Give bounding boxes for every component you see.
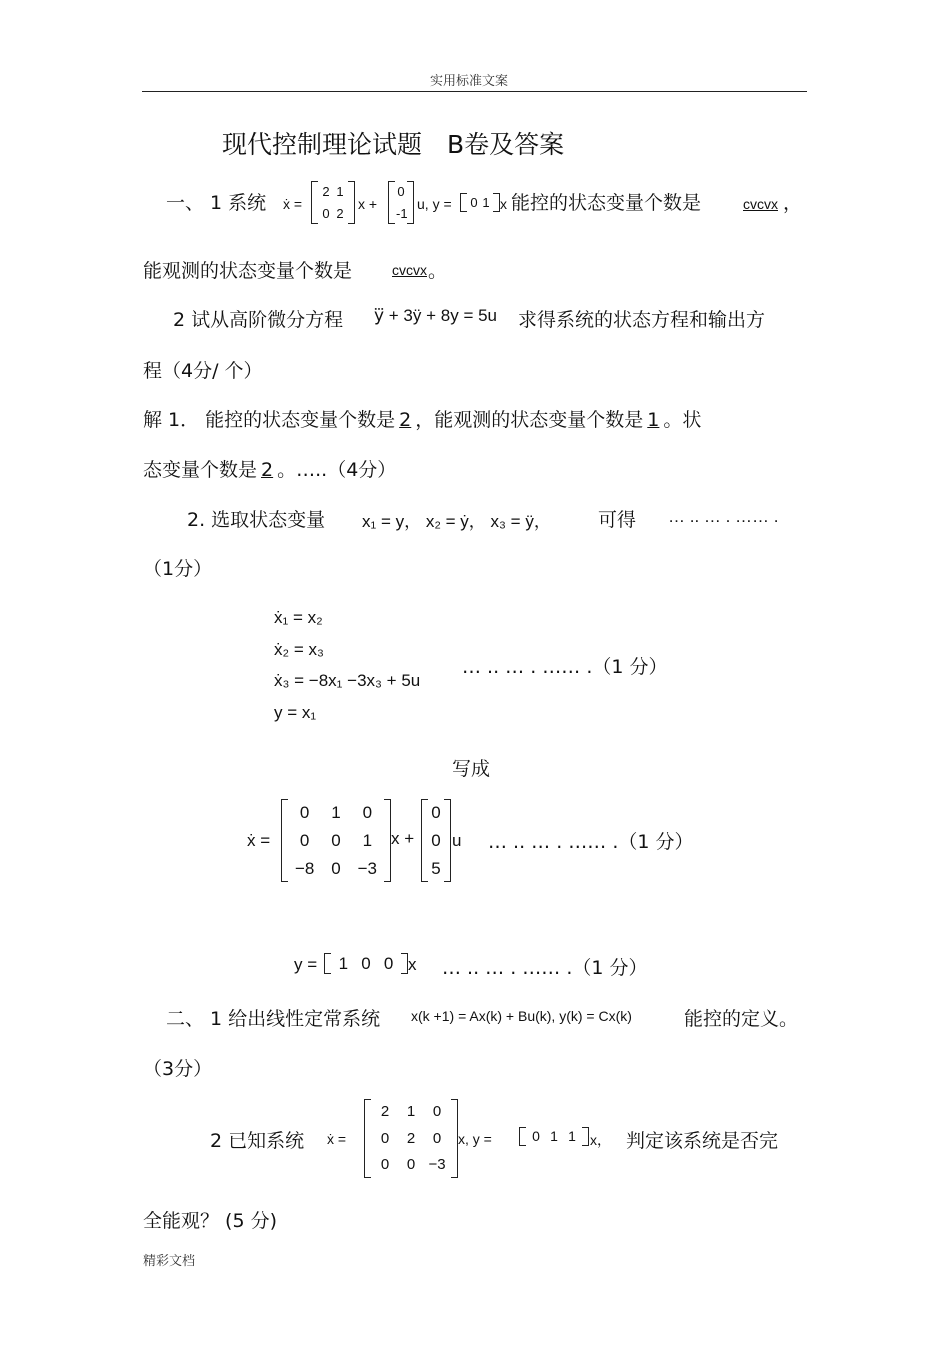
answer2-matrix-a-cell: 0 [331,858,341,878]
q2-2-lead: 2 已知系统 [210,1130,305,1152]
q1-2-text: 求得系统的状态方程和输出方 [518,309,766,331]
q1-1-matrix-a-cell: 1 [336,183,344,199]
q1-1-period: 。 [428,260,448,282]
q1-1-comma: ， [783,192,803,214]
answer2-matrix-a-left-bracket [281,799,288,882]
state-eq-2: ẋ₂ = x₃ [274,640,324,659]
q1-1-x-after: x [500,196,507,212]
q1-1-text1: 能控的状态变量个数是 [511,192,702,214]
q1-2-equation: y⃛ + 3ÿ + 8y = 5u [374,306,498,325]
answer1-line2 [143,455,396,482]
answer2-matrix-a-cell: −3 [357,858,378,878]
answer2-y-lead: y = [294,955,318,974]
q2-2-matrix-a-cell: 1 [406,1102,416,1120]
q2-1-lead: 二、 1 给出线性定常系统 [166,1008,381,1030]
q2-2-matrix-a-cell: 0 [380,1156,390,1174]
q1-1-x-plus: x + [358,196,378,212]
q1-1-blank2: cvcvx [392,262,427,278]
answer2-score: （1分） [143,558,213,580]
answer2-matrix-a-cell: 1 [331,802,341,822]
q1-1-matrix-b [388,181,414,225]
q1-1-matrix-c-cell: 0 [470,194,478,210]
answer2-matrix-b-left-bracket [421,799,428,882]
q2-2-text2: 全能观？ (5 分) [143,1210,277,1232]
q2-2-matrix-c-cell: 0 [532,1128,540,1144]
q2-2-matrix-c-right-bracket [582,1127,589,1146]
answer1-line2b: 。…..（4分） [277,459,397,481]
state-eq-3: ẋ₃ = −8x₁ −3x₃ + 5u [274,671,421,690]
q2-2-matrix-a-cell: 2 [406,1129,416,1147]
q2-1-text: 能控的定义。 [684,1008,799,1030]
q2-2-matrix-a-cell: 0 [406,1156,416,1174]
answer2-matrix-dots: … .. … . …… .（1 分） [488,831,694,853]
q2-2-matrix-c-cell: 1 [550,1128,558,1144]
answer2-matrix-b-cell: 0 [431,802,441,822]
answer1-v3: 2 [261,459,274,481]
answer1-line1b: ，能观测的状态变量个数是 [415,409,644,431]
q1-1-matrix-a [311,181,355,225]
q2-1-score: （3分） [143,1058,213,1080]
answer1-line2a: 态变量个数是 [143,459,258,481]
answer2-vars: x₁ = y， x₂ = ẏ， x₃ = ÿ， [362,512,551,531]
q2-2-matrix-a [364,1099,458,1179]
answer2-y-x: x [408,955,417,974]
answer2-matrix-b-cell: 0 [431,830,441,850]
answer2-lead: 2. 选取状态变量 [187,509,326,531]
q2-2-text: 判定该系统是否完 [626,1130,779,1152]
q2-2-matrix-a-cell: 2 [380,1102,390,1120]
q1-1-matrix-a-cell: 2 [336,205,344,221]
q2-2-matrix-c-left-bracket [519,1127,526,1146]
answer2-text: 可得 [598,509,637,531]
q1-1-matrix-a-left-bracket [311,181,318,224]
answer2-matrix-a-cell: 0 [299,830,310,850]
output-eq: y = x₁ [274,703,317,722]
q1-1-matrix-b-cell: 0 [397,183,405,199]
q2-2-matrix-a-cell: 0 [432,1129,442,1147]
answer2-x-plus: x + [391,829,415,848]
answer2-matrix-c [324,953,408,975]
q2-1-eq: x(k +1) = Ax(k) + Bu(k), y(k) = Cx(k) [411,1008,632,1024]
answer2-matrix-c-cell: 1 [338,953,349,973]
answer2-matrix-a [281,799,391,883]
q2-2-matrix-a-cell: 0 [380,1129,390,1147]
answer1-v2: 1 [647,409,660,431]
header-rule [142,91,807,92]
q2-2-matrix-a-cell: 0 [432,1102,442,1120]
answer1-line1c: 。状 [663,409,702,431]
q2-2-matrix-a-right-bracket [451,1099,458,1178]
answer2-matrix-a-cell: 0 [331,830,341,850]
answer2-dots: … .. … . …… . [668,507,779,526]
q2-2-x-after: x， [590,1132,611,1148]
answer1-line1a: 解 1． 能控的状态变量个数是 [143,409,396,431]
q1-1-xdot: ẋ = [283,196,303,212]
q1-2-text2: 程（4分/ 个） [143,360,263,382]
state-eq-1: ẋ₁ = x₂ [274,608,323,627]
q1-1-matrix-b-right-bracket [407,181,414,224]
q2-2-matrix-a-left-bracket [364,1099,371,1178]
answer2-matrix-a-cell: 0 [362,802,373,822]
answer2-u: u [452,831,462,850]
answer2-matrix-c-right-bracket [401,953,408,974]
page-header: 实用标准文案 [430,74,509,89]
q1-1-matrix-c-cell: 1 [482,194,490,210]
q1-2-lead: 2 试从高阶微分方程 [173,309,344,331]
answer2-matrix-a-cell: −8 [294,858,315,878]
q1-1-matrix-c-left-bracket [460,193,467,212]
answer2-y-dots: … .. … . …… .（1 分） [442,957,648,979]
q1-1-matrix-c [460,193,500,213]
q2-2-matrix-a-cell: −3 [428,1156,446,1174]
q1-1-lead: 一、 1 系统 [166,192,267,214]
q1-1-matrix-b-left-bracket [388,181,395,224]
answer2-matrix-b-right-bracket [444,799,451,882]
answer2-xdot: ẋ = [247,831,271,850]
q1-1-matrix-a-right-bracket [348,181,355,224]
answer2-matrix-a-right-bracket [384,799,391,882]
answer2-matrix-b [421,799,451,883]
write-as-label: 写成 [452,758,491,780]
state-eq-dots: … .. … . …… .（1 分） [462,656,668,678]
page-footer: 精彩文档 [143,1254,196,1269]
answer2-matrix-a-cell: 0 [299,802,310,822]
answer2-matrix-c-left-bracket [324,953,331,974]
q1-1-matrix-c-right-bracket [493,193,500,212]
q1-1-blank1: cvcvx [743,196,778,212]
q1-1-matrix-a-cell: 0 [322,205,330,221]
q1-1-matrix-b-cell: -1 [396,205,408,221]
answer1-line1 [143,405,701,432]
q2-2-x-y: x, y = [458,1131,492,1147]
q2-2-matrix-c-cell: 1 [568,1128,576,1144]
q2-2-matrix-c [519,1127,589,1147]
q1-1-matrix-a-cell: 2 [322,183,330,199]
document-title: 现代控制理论试题 B卷及答案 [222,130,565,159]
q1-1-text2: 能观测的状态变量个数是 [143,260,353,282]
q1-1-u-y: u, y = [417,196,452,212]
answer2-matrix-c-cell: 0 [361,953,371,973]
answer2-matrix-b-cell: 5 [431,858,441,878]
answer1-v1: 2 [399,409,412,431]
q2-2-xdot: ẋ = [327,1131,347,1147]
answer2-matrix-c-cell: 0 [383,953,394,973]
answer2-matrix-a-cell: 1 [362,830,373,850]
